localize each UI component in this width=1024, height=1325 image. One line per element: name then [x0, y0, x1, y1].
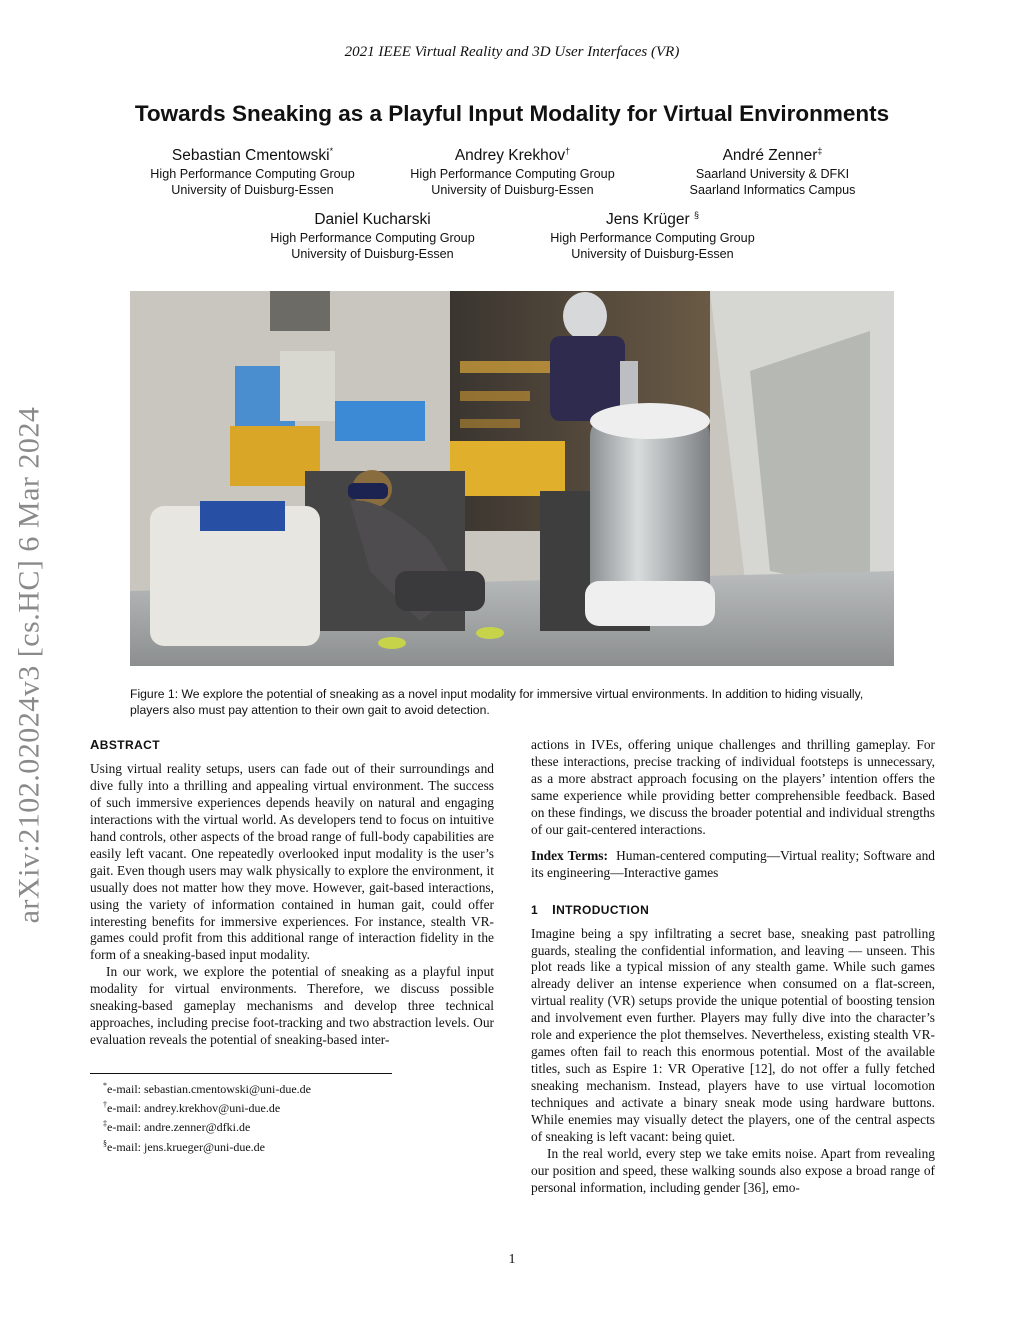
corridor-lights — [460, 391, 530, 401]
author-name: Jens Krüger § — [606, 209, 699, 228]
robot-head — [563, 292, 607, 340]
paper-title: Towards Sneaking as a Playful Input Modality for Virtual Environments — [134, 101, 890, 126]
player-headset — [348, 483, 388, 499]
author-affiliation: University of Duisburg-Essen — [571, 247, 734, 261]
footnote: *e-mail: sebastian.cmentowski@uni-due.de — [103, 1081, 311, 1096]
left-column — [90, 737, 494, 1049]
author-affiliation: University of Duisburg-Essen — [431, 183, 594, 197]
abstract-continuation: actions in IVEs, offering unique challenges and thrilling gameplay. For these interactions, precise tracking of individual footsteps is unnecessary, as a more abstract approach focusing on the players’ intention offers the same experience while providing better comprehensible feedback. Based on these findings, we discuss the broader potential and individual strengths of our gait-centered interactions. — [531, 737, 935, 837]
vending-unit — [280, 351, 335, 421]
player-shoe — [378, 637, 406, 649]
author-affiliation: University of Duisburg-Essen — [171, 183, 334, 197]
author-affiliation: University of Duisburg-Essen — [291, 247, 454, 261]
author-name: André Zenner‡ — [722, 145, 823, 164]
abstract-heading: ABSTRACT — [90, 737, 160, 752]
author-name: Daniel Kucharski — [314, 211, 431, 228]
introduction-paragraph: In the real world, every step we take emits noise. Apart from revealing our position and speed, these walking sounds also expose a broad range of personal information, including gender [36], emo- — [531, 1145, 935, 1195]
author-affiliation: High Performance Computing Group — [270, 231, 475, 245]
author-affiliation: High Performance Computing Group — [410, 167, 615, 181]
footnote: §e-mail: jens.krueger@uni-due.de — [103, 1138, 265, 1154]
cylinder-base — [585, 581, 715, 626]
corridor-lights — [460, 419, 520, 428]
wall-panel — [270, 291, 330, 331]
author-block — [380, 146, 645, 198]
player-shoe — [476, 627, 504, 639]
author-name: Andrey Krekhov† — [454, 145, 571, 164]
page-number: 1 — [508, 1252, 516, 1267]
abstract-paragraph: In our work, we explore the potential of sneaking as a playful input modality for virtual environments. Therefore, we discuss possible sneaking-based gameplay mechanisms and develop three technical approaches, including precise foot-tracking and two abstraction levels. Our evaluation reveals the potential of sneaking-based inter- — [90, 964, 494, 1048]
cooler-blue — [335, 401, 425, 441]
footnote-rule — [90, 1073, 392, 1074]
figure-illustration — [130, 291, 894, 666]
author-affiliation: Saarland University & DFKI — [695, 167, 850, 181]
footnote: ‡e-mail: andre.zenner@dfki.de — [103, 1119, 251, 1135]
right-column — [531, 737, 935, 1197]
teaser-figure — [130, 291, 894, 666]
author-block — [520, 210, 785, 262]
abstract-paragraph: Using virtual reality setups, users can fade out of their surroundings and dive fully into a thrilling and appealing virtual environment. The success of such immersive experiences depends heavily on natural and engaging interactions with the virtual world. As developers tend to focus on intuitive hand controls, other aspects of the broad range of full-body capabilities are easily left vacant. One repeatedly overlooked input modality is the user’s gait. Even though users may walk physically to explore the environment, it usually does not matter how they move. However, gait-based interactions, using the variety of information contained in human gait, could offer interesting benefits for immersive experiences. For instance, stealth VR-games could profit from this additional range of interaction fidelity in the form of a sneaking-based input modality. — [90, 760, 494, 963]
author-affiliation: High Performance Computing Group — [150, 167, 355, 181]
arxiv-identifier: arXiv:2102.02024v3 [cs.HC] 6 Mar 2024 — [12, 406, 45, 924]
author-block — [120, 146, 385, 198]
introduction-paragraph: Imagine being a spy infiltrating a secret base, sneaking past patrolling guards, stealing the confidential information, and leaving — unseen. This plot reads like a typical mission of any stealth game. While such games already deliver an intense experience when consumed on a flat-screen, virtual reality (VR) setups provide the unique potential of boosting tension and involvement even further. Players may fully dive into the character’s role and experience the plot themselves. Nevertheless, existing stealth VR-games often fail to reach this enormous potential. Most of the available titles, such as Espire 1: VR Operative [12], do not offer a fully fetched sneaking mechanism. Instead, players have to use virtual locomotion techniques and activate a binary sneak mode using hardware buttons. While enemies may visually detect the players, one of the central aspects of sneaking is left vacant: being quiet. — [531, 925, 935, 1145]
crate-yellow — [450, 441, 565, 496]
author-name: Sebastian Cmentowski* — [171, 145, 334, 164]
introduction-heading: 1 INTRODUCTION — [531, 901, 650, 917]
author-block — [240, 210, 505, 262]
footnotes — [103, 1078, 463, 1155]
index-terms: Index Terms: Human-centered computing—Virtual reality; Software and its engineering—Interactive games — [531, 847, 935, 880]
author-affiliation: Saarland Informatics Campus — [689, 183, 856, 197]
tablet-screen — [200, 501, 285, 531]
corridor-lights — [460, 361, 550, 373]
author-block — [640, 146, 905, 198]
footnote: †e-mail: andrey.krekhov@uni-due.de — [103, 1100, 281, 1116]
venue-header: 2021 IEEE Virtual Reality and 3D User Interfaces (VR) — [344, 44, 680, 60]
figure-caption: Figure 1: We explore the potential of sneaking as a novel input modality for immersive virtual environments. In addition to hiding visually, players also must pay attention to their own gait to avoid detection. — [130, 687, 864, 717]
player-legs — [395, 571, 485, 611]
author-affiliation: High Performance Computing Group — [550, 231, 755, 245]
cylinder-top — [590, 403, 710, 439]
